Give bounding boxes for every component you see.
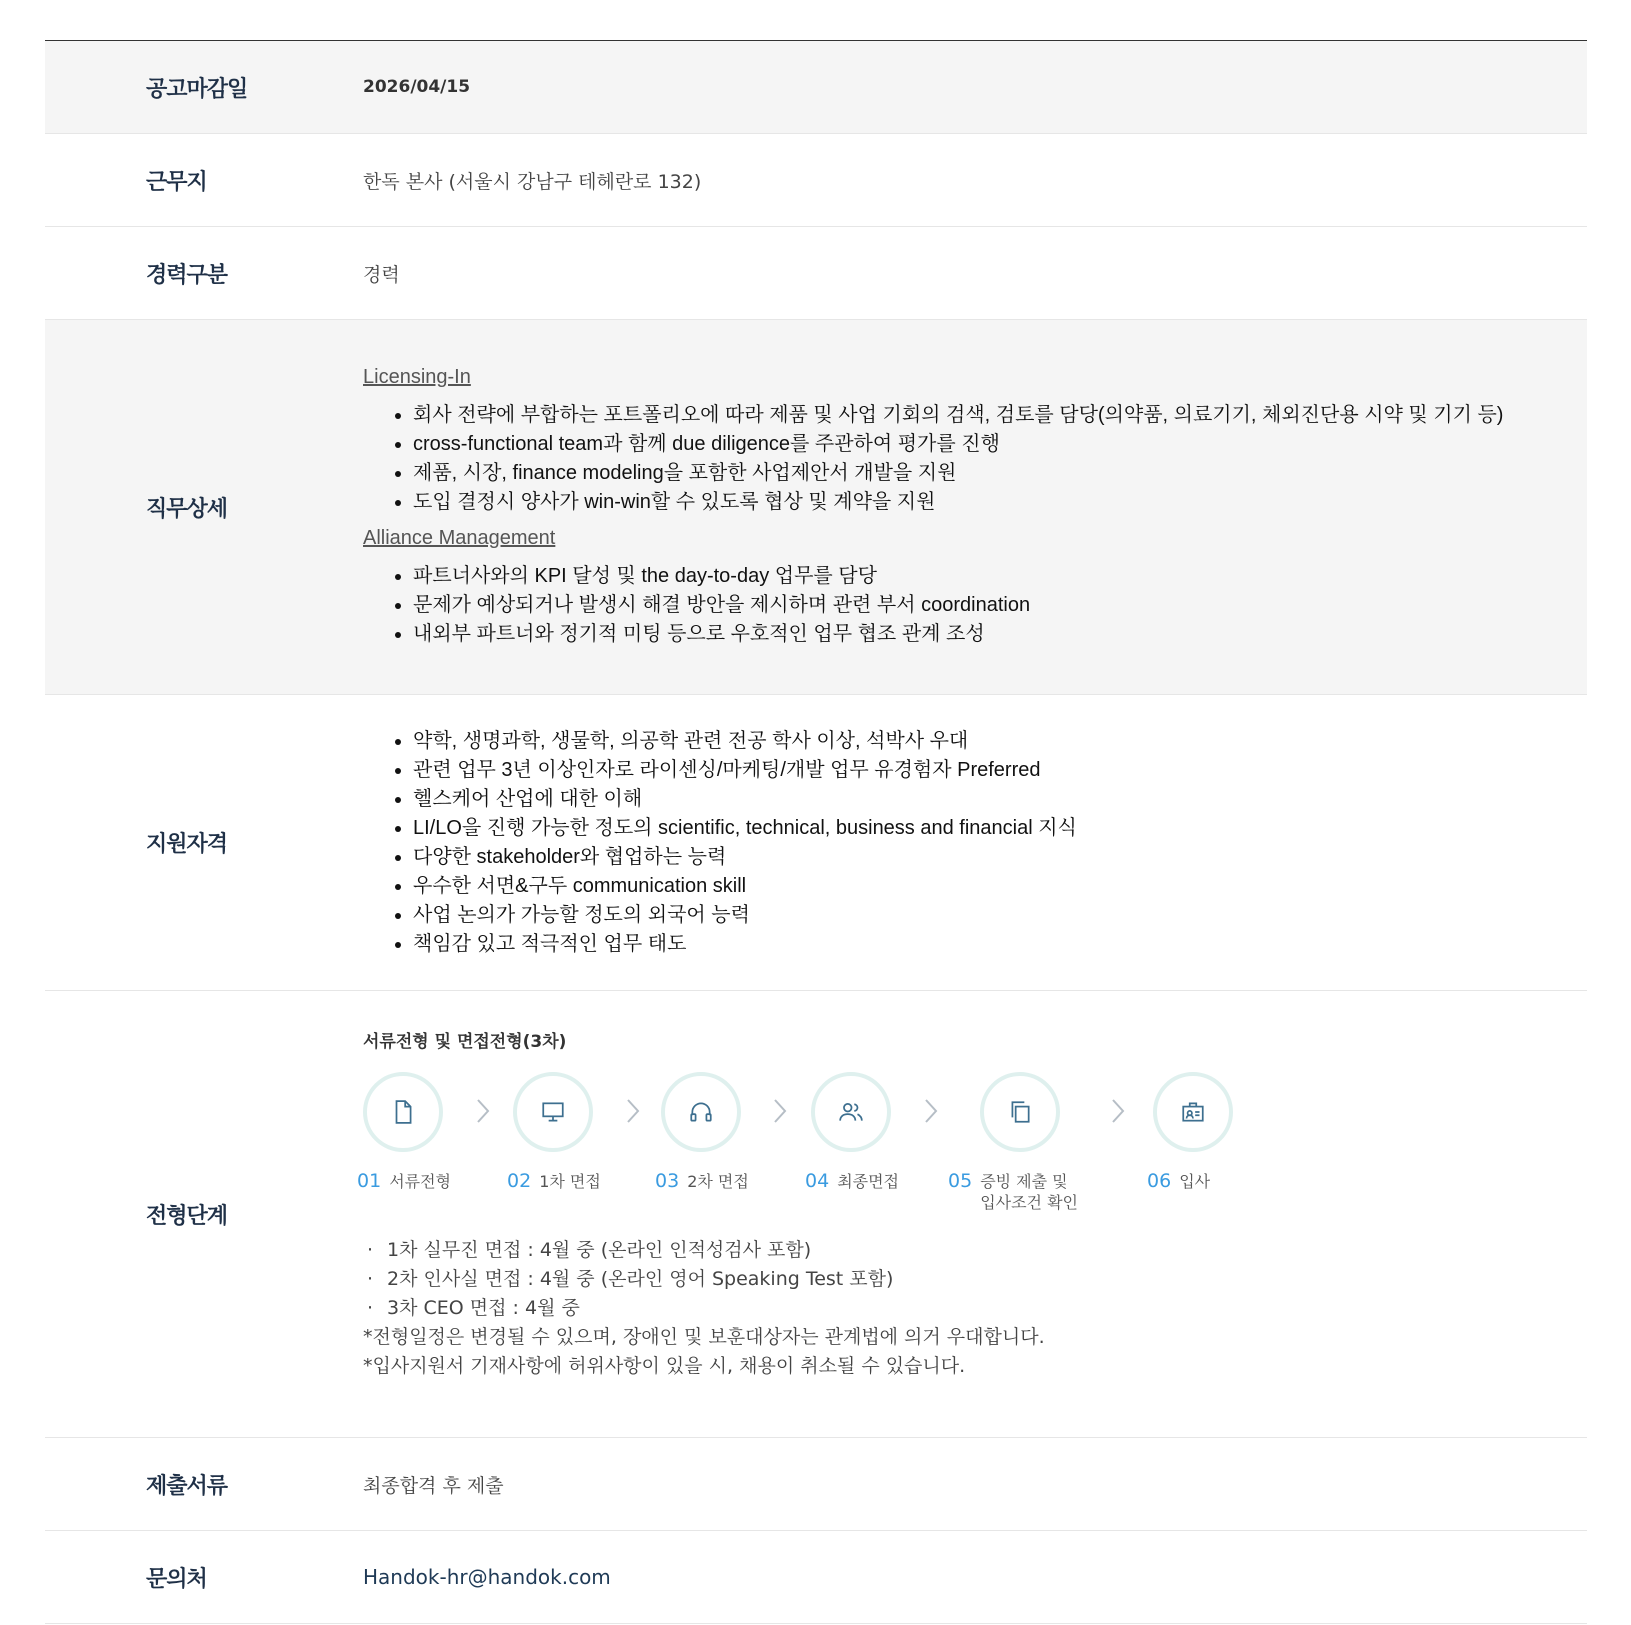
job-info-table bbox=[45, 40, 1587, 1624]
row-duties bbox=[45, 320, 1587, 695]
list-item: • 파트너사와의 KPI 달성 및 the day-to-day 업무를 담당 bbox=[413, 562, 1503, 591]
step-6 bbox=[1147, 1072, 1273, 1192]
step-name: 최종면접 bbox=[837, 1172, 900, 1191]
duties-list bbox=[363, 562, 1503, 649]
list-item: • 책임감 있고 적극적인 업무 태도 bbox=[413, 930, 1077, 959]
process-bullet: · 3차 CEO 면접 : 4월 중 bbox=[367, 1297, 580, 1319]
step-name: 2차 면접 bbox=[687, 1172, 749, 1191]
career-value: 경력 bbox=[363, 263, 400, 286]
documents-label: 제출서류 bbox=[146, 1473, 228, 1499]
duties-section-title: Licensing-In bbox=[363, 365, 471, 388]
step-name: 1차 면접 bbox=[539, 1172, 601, 1191]
step-name: 입사 bbox=[1179, 1172, 1211, 1191]
step-name bbox=[980, 1170, 1078, 1213]
deadline-label: 공고마감일 bbox=[146, 76, 248, 102]
step-circle bbox=[811, 1072, 891, 1152]
step-number: 01 bbox=[357, 1170, 382, 1192]
step-circle bbox=[980, 1072, 1060, 1152]
list-item: • 관련 업무 3년 이상인자로 라이센싱/마케팅/개발 업무 유경험자 Preferred bbox=[413, 756, 1077, 785]
monitor-icon bbox=[539, 1099, 567, 1125]
list-item: • LI/LO을 진행 가능한 정도의 scientific, technical, business and financial 지식 bbox=[413, 814, 1077, 843]
step-number: 02 bbox=[507, 1170, 532, 1192]
process-note: *입사지원서 기재사항에 허위사항이 있을 시, 채용이 취소될 수 있습니다. bbox=[363, 1355, 966, 1377]
row-deadline bbox=[45, 41, 1587, 134]
chevron-right-icon bbox=[921, 1094, 941, 1128]
chevron-right-icon bbox=[770, 1094, 790, 1128]
list-item: • cross-functional team과 함께 due diligence를 주관하여 평가를 진행 bbox=[413, 430, 1503, 459]
step-label bbox=[507, 1170, 601, 1192]
list-item: • 사업 논의가 가능할 정도의 외국어 능력 bbox=[413, 901, 1077, 930]
step-label bbox=[805, 1170, 899, 1192]
contact-label: 문의처 bbox=[146, 1566, 207, 1592]
list-item: • 약학, 생명과학, 생물학, 의공학 관련 전공 학사 이상, 석박사 우대 bbox=[413, 727, 1077, 756]
qualifications-list bbox=[363, 727, 1077, 959]
users-icon bbox=[837, 1099, 865, 1125]
step-circle bbox=[661, 1072, 741, 1152]
duties-label: 직무상세 bbox=[146, 496, 228, 522]
duties-content bbox=[363, 366, 1503, 649]
copy-icon bbox=[1007, 1099, 1033, 1125]
list-item: • 제품, 시장, finance modeling을 포함한 사업제안서 개발을 지원 bbox=[413, 459, 1503, 488]
list-item: • 헬스케어 산업에 대한 이해 bbox=[413, 785, 1077, 814]
chevron-right-icon bbox=[623, 1094, 643, 1128]
list-item: • 내외부 파트너와 정기적 미팅 등으로 우호적인 업무 협조 관계 조성 bbox=[413, 620, 1503, 649]
step-circle bbox=[513, 1072, 593, 1152]
step-3 bbox=[655, 1072, 781, 1192]
location-label: 근무지 bbox=[146, 169, 207, 195]
process-notes bbox=[363, 1236, 1263, 1381]
chevron-right-icon bbox=[473, 1094, 493, 1128]
document-icon bbox=[390, 1099, 416, 1125]
duties-section-title: Alliance Management bbox=[363, 526, 556, 549]
row-contact bbox=[45, 1531, 1587, 1624]
process-bullet: · 1차 실무진 면접 : 4월 중 (온라인 인적성검사 포함) bbox=[367, 1239, 812, 1261]
row-career bbox=[45, 227, 1587, 320]
step-name: 서류전형 bbox=[389, 1172, 452, 1191]
process-label: 전형단계 bbox=[146, 1203, 228, 1229]
step-circle bbox=[1153, 1072, 1233, 1152]
headset-icon bbox=[688, 1099, 714, 1125]
step-name-line: 입사조건 확인 bbox=[980, 1193, 1079, 1212]
step-number: 05 bbox=[948, 1170, 973, 1192]
step-1 bbox=[357, 1072, 483, 1192]
step-label bbox=[655, 1170, 749, 1192]
duties-list bbox=[363, 401, 1503, 517]
list-item: • 회사 전략에 부합하는 포트폴리오에 따라 제품 및 사업 기회의 검색, 검토를 담당(의약품, 의료기기, 체외진단용 시약 및 기기 등) bbox=[413, 401, 1503, 430]
step-name-line: 증빙 제출 및 bbox=[980, 1172, 1068, 1191]
list-item: • 도입 결정시 양사가 win-win할 수 있도록 협상 및 계약을 지원 bbox=[413, 488, 1503, 517]
step-number: 04 bbox=[805, 1170, 830, 1192]
process-note: *전형일정은 변경될 수 있으며, 장애인 및 보훈대상자는 관계법에 의거 우대합니다. bbox=[363, 1326, 1045, 1348]
list-item: • 다양한 stakeholder와 협업하는 능력 bbox=[413, 843, 1077, 872]
row-qualifications bbox=[45, 695, 1587, 991]
process-steps bbox=[357, 1072, 1263, 1222]
contact-email[interactable]: Handok-hr@handok.com bbox=[363, 1565, 611, 1589]
documents-value: 최종합격 후 제출 bbox=[363, 1474, 504, 1497]
list-item: • 우수한 서면&구두 communication skill bbox=[413, 872, 1077, 901]
process-content bbox=[357, 1027, 1263, 1381]
qualifications-content bbox=[363, 727, 1077, 959]
row-documents bbox=[45, 1438, 1587, 1531]
location-value: 한독 본사 (서울시 강남구 테헤란로 132) bbox=[363, 170, 702, 193]
process-title: 서류전형 및 면접전형(3차) bbox=[363, 1032, 567, 1052]
chevron-right-icon bbox=[1108, 1094, 1128, 1128]
career-label: 경력구분 bbox=[146, 262, 228, 288]
step-number: 06 bbox=[1147, 1170, 1172, 1192]
step-label bbox=[357, 1170, 451, 1192]
step-4 bbox=[805, 1072, 931, 1192]
step-label bbox=[1147, 1170, 1210, 1192]
step-number: 03 bbox=[655, 1170, 680, 1192]
row-process bbox=[45, 991, 1587, 1438]
step-5 bbox=[948, 1072, 1100, 1212]
id-badge-icon bbox=[1180, 1099, 1206, 1125]
process-bullet: · 2차 인사실 면접 : 4월 중 (온라인 영어 Speaking Test 포함) bbox=[367, 1268, 894, 1290]
qualifications-label: 지원자격 bbox=[146, 832, 228, 857]
step-circle bbox=[363, 1072, 443, 1152]
step-2 bbox=[507, 1072, 633, 1192]
deadline-value: 2026/04/15 bbox=[363, 77, 471, 97]
row-location bbox=[45, 134, 1587, 227]
step-label bbox=[948, 1170, 1078, 1213]
list-item: • 문제가 예상되거나 발생시 해결 방안을 제시하며 관련 부서 coordination bbox=[413, 591, 1503, 620]
